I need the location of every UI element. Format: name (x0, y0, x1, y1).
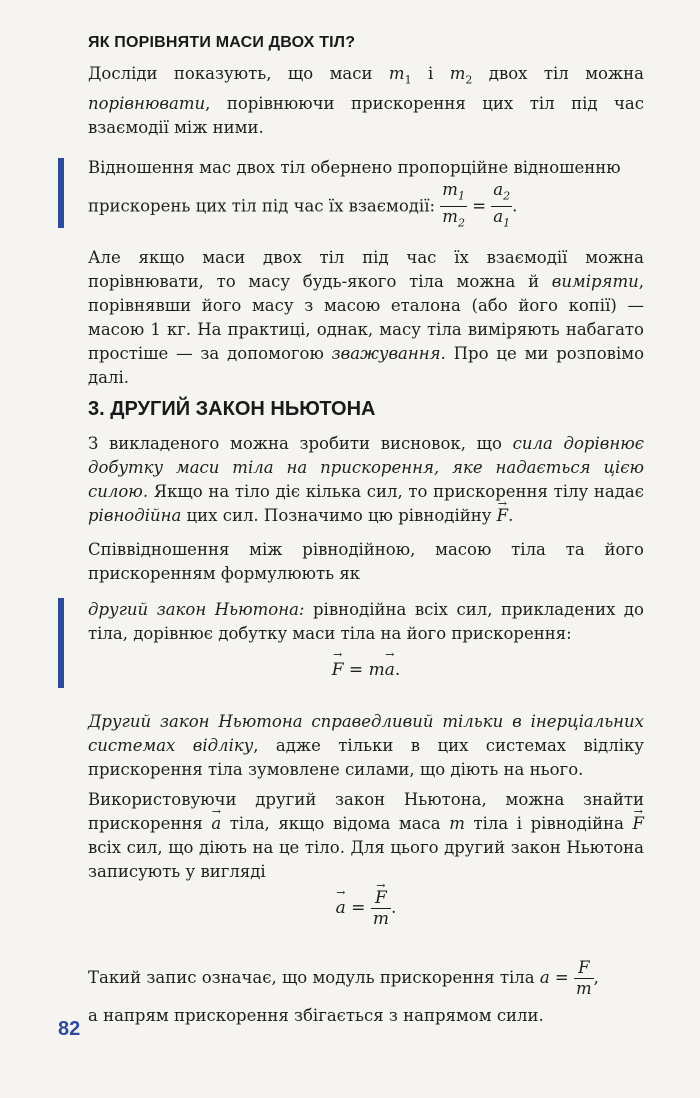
definition-mass-ratio: Відношення мас двох тіл обернено пропорційне відношенню (88, 158, 621, 177)
fraction-force-over-mass: $\frac{F \to}{m}$ (371, 888, 391, 929)
formula-acceleration: a → = $\frac{F \to}{m}$ . (88, 888, 644, 929)
section-heading-mass-comparison: ЯК ПОРІВНЯТИ МАСИ ДВОХ ТІЛ? (88, 34, 356, 51)
definition-second-law: другий закон Ньютона: рівнодійна всіх сил, прикладених до тіла, дорівнює добутку маси тіла на його прискорення: (88, 600, 644, 643)
paragraph-mass-comparison: Досліди показують, що маси $m_1$ і $m_2$ двох тіл можна порівнювати, порівнюючи прискорення цих тіл під час взаємодії між ними. (88, 64, 644, 138)
fraction-modulus: $\frac{F}{m}$ (575, 958, 592, 998)
definition-bar (58, 158, 64, 228)
paragraph-measuring-mass: Але якщо маси двох тіл під час їх взаємодії можна порівнювати, то масу будь-якого тіла можна й виміряти, порівнявши його масу з масою еталона (або його копії) — масою 1 кг. На практиці, однак, масу тіла виміряють набагато простіше — за допомогою зважування. Про це ми розповімо далі. (88, 248, 644, 387)
paragraph-force-conclusion: З викладеного можна зробити висновок, що сила дорівнює добутку маси тіла на прискорення, яке надається цією силою. Якщо на тіло діє кілька сил, то прискорення тілу надає рівнодійна цих сил. Позначимо цю рівнодійну F →. (88, 432, 644, 528)
fraction-acceleration-ratio: $\frac{a_2}{a_1}$ (493, 180, 511, 230)
definition-bar (58, 598, 64, 688)
paragraph-relation: Співвідношення між рівнодійною, масою тіла та його прискоренням формулюють як (88, 540, 644, 583)
definition-mass-ratio-formula-line: прискорень цих тіл під час їх взаємодії: $\frac{m_1}{m_2}$ = $\frac{a_2}{a_1}$ . (88, 180, 517, 234)
paragraph-using-second-law: Використовуючи другий закон Ньютона, можна знайти прискорення a → тіла, якщо відома маса m тіла і рівнодійна F → всіх сил, що діють на це тіло. Для цього другий закон Ньютона записують у вигляді (88, 788, 644, 884)
paragraph-direction: а напрям прискорення збігається з напрямом сили. (88, 1006, 544, 1025)
page-number: 82 (58, 1018, 81, 1040)
fraction-mass-ratio: $\frac{m_1}{m_2}$ (442, 180, 465, 230)
formula-second-law: F → = ma →. (88, 660, 644, 680)
paragraph-modulus: Такий запис означає, що модуль прискорення тіла a = $\frac{F}{m}$ , (88, 958, 599, 998)
paragraph-inertial-frames: Другий закон Ньютона справедливий тільки в інерціальних системах відліку, адже тільки в цих системах відліку прискорення тіла зумовлене силами, що діють на нього. (88, 712, 644, 779)
section-heading-second-law: 3. ДРУГИЙ ЗАКОН НЬЮТОНА (88, 398, 376, 420)
